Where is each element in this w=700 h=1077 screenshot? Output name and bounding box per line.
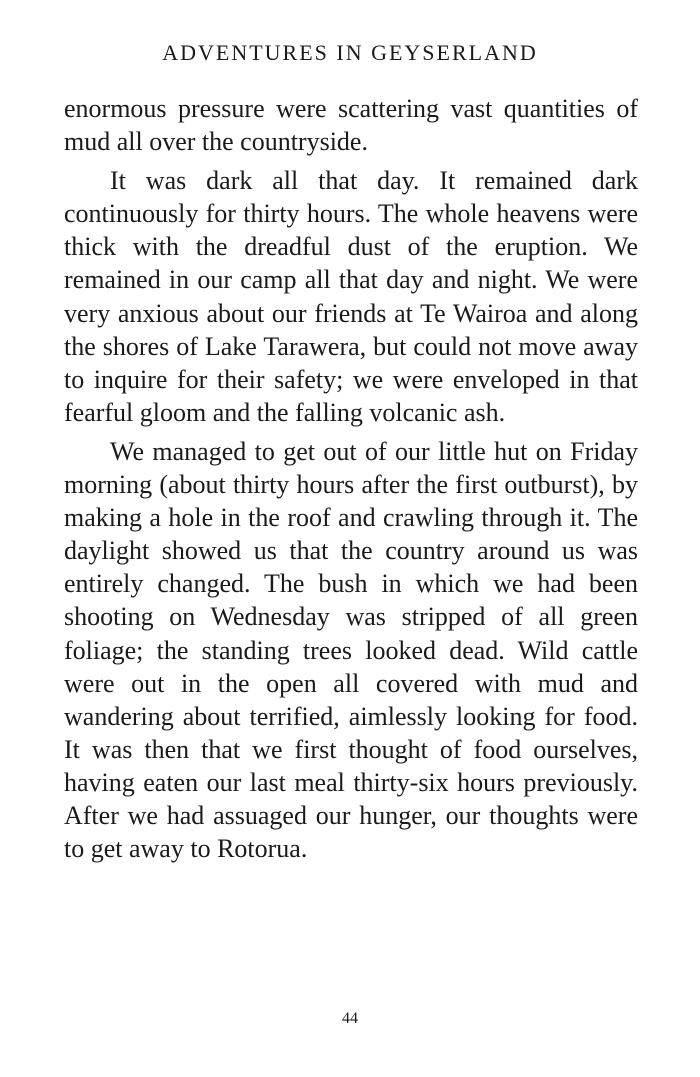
body-text	[64, 92, 638, 865]
paragraph-darkness: It was dark all that day. It remained dark continuously for thirty hours. The whole heavens were thick with the dreadful dust of the eruption. We remained in our camp all that day and night. We were very anxious about our friends at Te Wairoa and along the shores of Lake Tarawera, but could not move away to inquire for their safety; we were enveloped in that fearful gloom and the falling volcanic ash.	[64, 166, 638, 427]
running-head: ADVENTURES IN GEYSERLAND	[162, 40, 538, 65]
paragraph-escape: We managed to get out of our little hut on Friday morning (about thirty hours after the first outburst), by making a hole in the roof and crawling through it. The daylight showed us that the country around us was entirely changed. The bush in which we had been shooting on Wednesday was stripped of all green foliage; the standing trees looked dead. Wild cattle were out in the open all covered with mud and wandering about terrified, aimlessly looking for food. It was then that we first thought of food ourselves, having eaten our last meal thirty-six hours previously. After we had assuaged our hunger, our thoughts were to get away to Rotorua.	[64, 436, 638, 864]
page-number: 44	[342, 1010, 358, 1027]
paragraph-continuation: enormous pressure were scattering vast quantities of mud all over the countryside.	[64, 94, 638, 157]
